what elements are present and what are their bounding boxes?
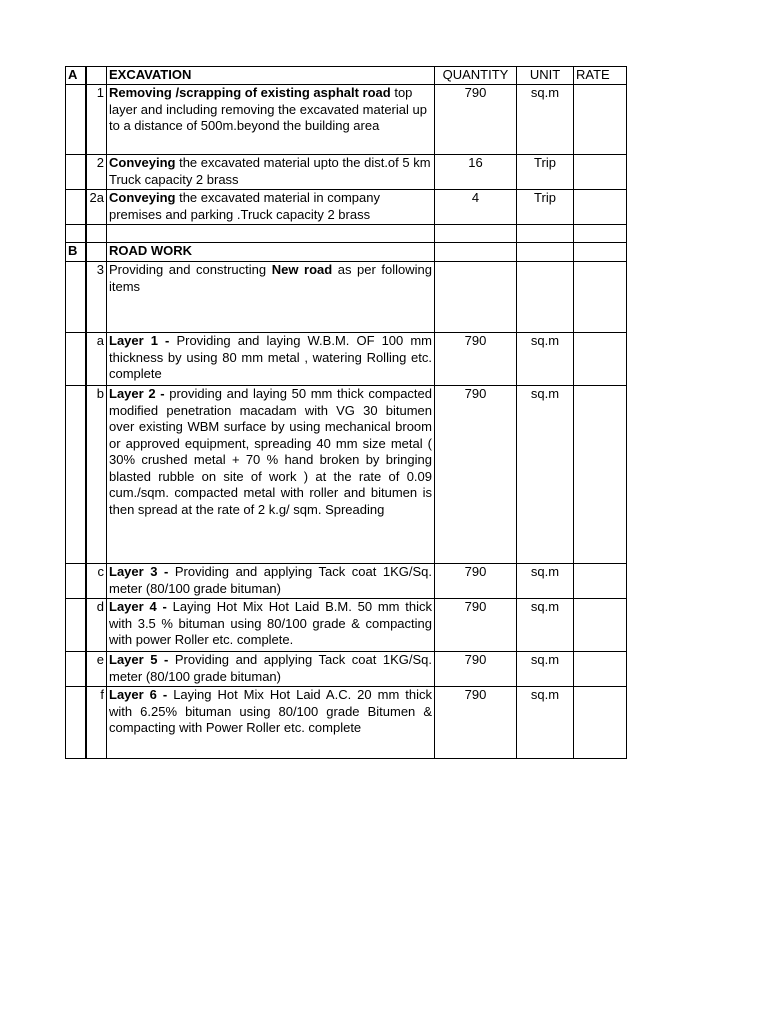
quantity-header: QUANTITY [435, 67, 517, 85]
item-bold-text: Layer 2 - [109, 386, 170, 401]
item-bold-text: New road [271, 262, 333, 277]
item-number [86, 67, 107, 85]
item-unit: sq.m [517, 386, 574, 564]
item-description [107, 85, 435, 155]
item-rate [574, 599, 627, 652]
item-description [107, 564, 435, 599]
item-quantity: 790 [435, 386, 517, 564]
item-bold-text: Layer 1 - [109, 333, 177, 348]
item-unit: sq.m [517, 599, 574, 652]
boq-table [65, 66, 627, 759]
item-quantity: 790 [435, 599, 517, 652]
item-bold-text: Conveying [109, 155, 176, 170]
item-unit [517, 262, 574, 333]
section-cell [66, 262, 86, 333]
table-row [66, 386, 627, 564]
item-description [107, 155, 435, 190]
item-quantity: 790 [435, 85, 517, 155]
table-row [66, 687, 627, 759]
item-quantity: 790 [435, 333, 517, 386]
item-bold-text: Layer 3 - [109, 564, 175, 579]
section-header-row [66, 243, 627, 262]
section-cell [66, 225, 86, 243]
item-unit [517, 243, 574, 262]
item-unit: sq.m [517, 85, 574, 155]
item-unit: sq.m [517, 687, 574, 759]
item-rate [574, 333, 627, 386]
section-cell [66, 155, 86, 190]
item-unit: sq.m [517, 652, 574, 687]
item-text: the excavated material upto the dist.of 5 km Truck capacity 2 brass [109, 155, 431, 187]
section-title: EXCAVATION [107, 67, 435, 85]
item-number: f [86, 687, 107, 759]
section-cell [66, 333, 86, 386]
table-row [66, 333, 627, 386]
item-quantity: 790 [435, 564, 517, 599]
item-text: Providing and applying Tack coat 1KG/Sq. meter (80/100 grade bituman) [109, 564, 432, 596]
empty-row [66, 225, 627, 243]
table-row [66, 190, 627, 225]
item-unit: Trip [517, 155, 574, 190]
item-description [107, 333, 435, 386]
item-quantity: 790 [435, 687, 517, 759]
item-bold-text: Removing /scrapping of existing asphalt road [109, 85, 391, 100]
item-number: 2a [86, 190, 107, 225]
item-rate [574, 262, 627, 333]
section-letter: A [66, 67, 86, 85]
item-quantity: 4 [435, 190, 517, 225]
item-text: Providing and laying W.B.M. OF 100 mm thickness by using 80 mm metal , watering Rolling etc. complete [109, 333, 432, 381]
item-rate [574, 243, 627, 262]
item-rate [574, 190, 627, 225]
section-cell [66, 190, 86, 225]
item-rate [574, 155, 627, 190]
table-row [66, 155, 627, 190]
item-bold-text: Layer 4 - [109, 599, 173, 614]
item-text: providing and laying 50 mm thick compacted modified penetration macadam with VG 30 bitumen over existing WBM surface by using mechanical broom or approved equipment, spreading 40 mm size metal ( 30% crushed metal + 70 % hand broken by bringing blasted rubble on site of work ) at the rate of 0.09 cum./sqm. compacted metal with roller and bitumen is then spread at the rate of 2 k.g/ sqm. Spreading [109, 386, 432, 517]
item-description [107, 386, 435, 564]
item-text: as per following items [109, 262, 433, 294]
item-unit: sq.m [517, 333, 574, 386]
item-number: a [86, 333, 107, 386]
item-quantity [435, 262, 517, 333]
item-quantity [435, 225, 517, 243]
item-number: b [86, 386, 107, 564]
table-row [66, 652, 627, 687]
item-bold-text: Layer 6 - [109, 687, 174, 702]
item-number: d [86, 599, 107, 652]
item-quantity: 790 [435, 652, 517, 687]
item-text: Providing and applying Tack coat 1KG/Sq. meter (80/100 grade bituman) [109, 652, 432, 684]
item-rate [574, 687, 627, 759]
item-text: Laying Hot Mix Hot Laid A.C. 20 mm thick with 6.25% bituman using 80/100 grade Bitumen & compacting with Power Roller etc. complete [109, 687, 432, 735]
section-cell [66, 599, 86, 652]
item-description [107, 599, 435, 652]
item-bold-text: Conveying [109, 190, 176, 205]
header-row [66, 67, 627, 85]
item-number: e [86, 652, 107, 687]
item-unit [517, 225, 574, 243]
item-rate [574, 564, 627, 599]
rate-header: RATE [574, 67, 627, 85]
item-bold-text: Layer 5 - [109, 652, 175, 667]
section-cell [66, 687, 86, 759]
item-text: Laying Hot Mix Hot Laid B.M. 50 mm thick with 3.5 % bituman using 80/100 grade & compacting with power Roller etc. complete. [109, 599, 433, 647]
item-rate [574, 386, 627, 564]
item-number: 2 [86, 155, 107, 190]
section-title: ROAD WORK [107, 243, 435, 262]
section-cell [66, 652, 86, 687]
table-row [66, 262, 627, 333]
item-rate [574, 85, 627, 155]
item-unit: sq.m [517, 564, 574, 599]
item-rate [574, 225, 627, 243]
item-text: top layer and including removing the excavated material up to a distance of 500m.beyond the building area [109, 85, 427, 133]
table-row [66, 564, 627, 599]
unit-header: UNIT [517, 67, 574, 85]
item-description [107, 652, 435, 687]
item-quantity [435, 243, 517, 262]
item-description [107, 687, 435, 759]
table-row [66, 599, 627, 652]
item-quantity: 16 [435, 155, 517, 190]
section-cell [66, 386, 86, 564]
item-description [107, 262, 435, 333]
section-cell [66, 85, 86, 155]
item-number: c [86, 564, 107, 599]
item-description [107, 225, 435, 243]
item-text: the excavated material in company premises and parking .Truck capacity 2 brass [109, 190, 380, 222]
item-description [107, 190, 435, 225]
section-cell [66, 564, 86, 599]
item-number [86, 243, 107, 262]
section-letter: B [66, 243, 86, 262]
item-number: 3 [86, 262, 107, 333]
item-number: 1 [86, 85, 107, 155]
item-rate [574, 652, 627, 687]
item-number [86, 225, 107, 243]
item-unit: Trip [517, 190, 574, 225]
item-text: Providing and constructing [109, 262, 272, 277]
table-row [66, 85, 627, 155]
